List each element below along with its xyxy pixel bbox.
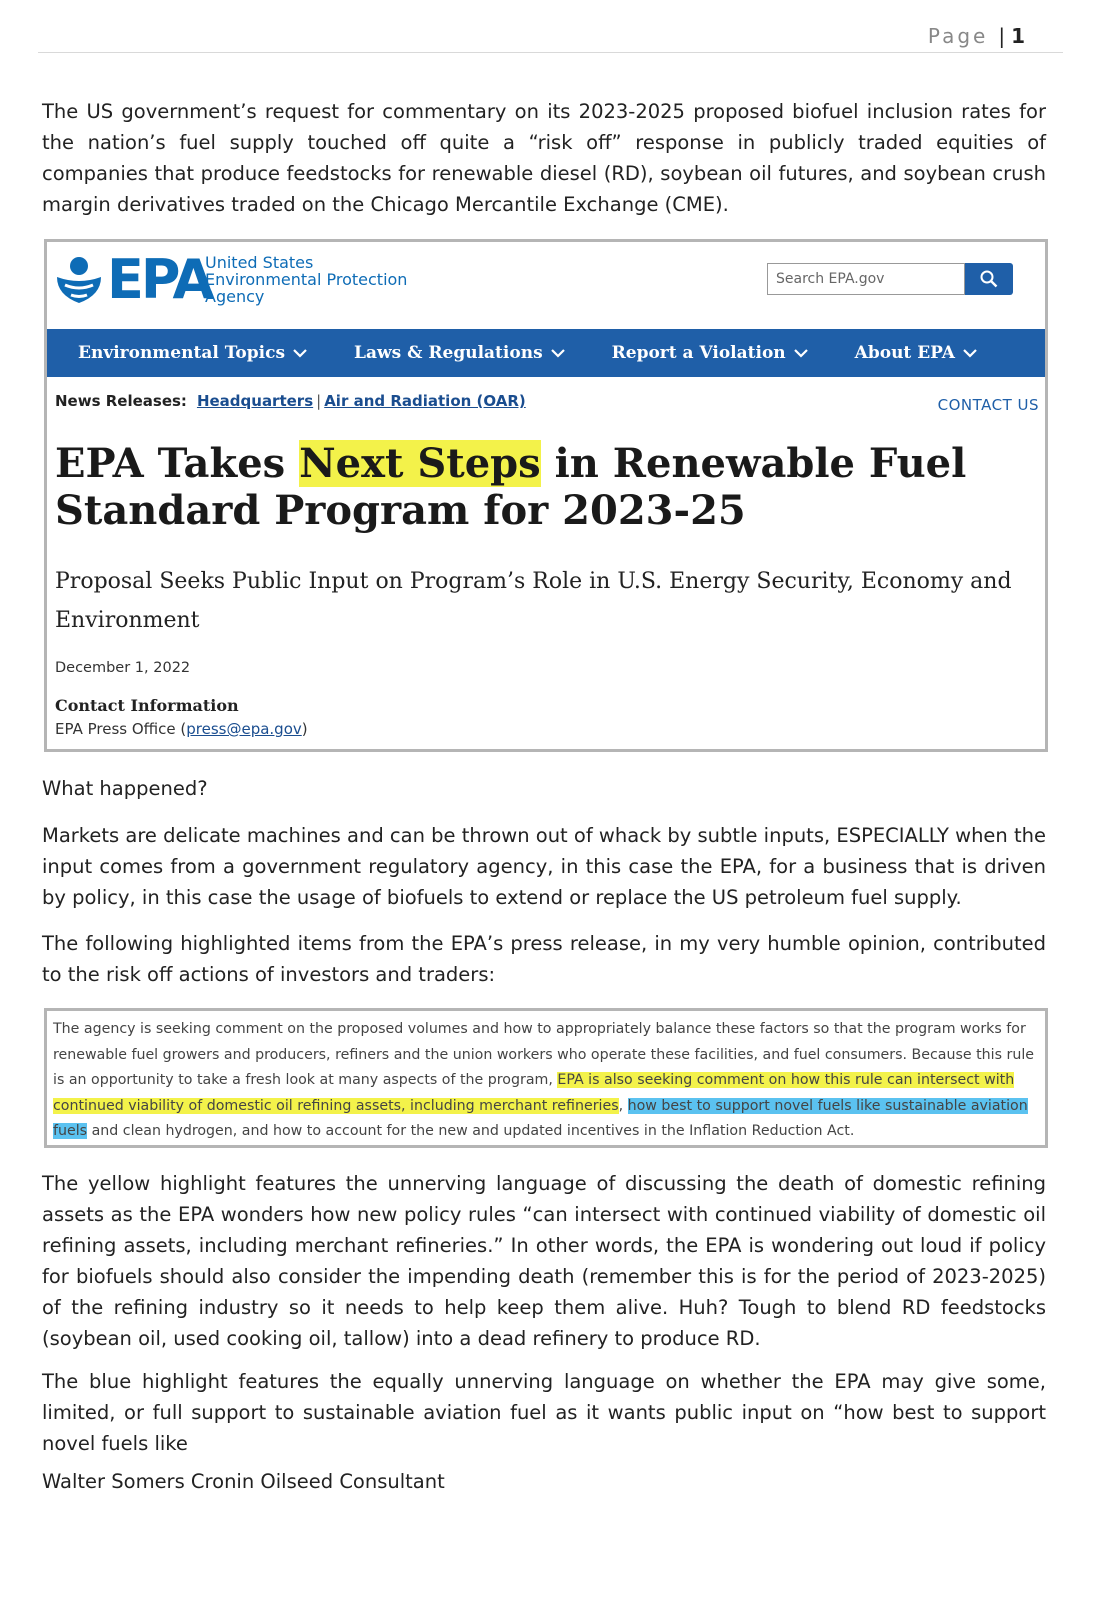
nav-label: Report a Violation [611, 343, 786, 363]
chevron-down-icon [794, 349, 808, 358]
search-input[interactable] [767, 263, 965, 295]
air-radiation-link[interactable]: Air and Radiation (OAR) [324, 392, 526, 410]
quote-blue-highlight: how best to support novel fuels like sustainable aviation fuels [53, 1097, 1028, 1139]
breadcrumb-separator: | [316, 392, 322, 410]
release-date: December 1, 2022 [55, 660, 191, 676]
page-label: Page [927, 24, 989, 48]
news-releases-label: News Releases: [55, 392, 187, 410]
quote-yellow-highlight: EPA is also seeking comment on how this rule can intersect with continued viability of domestic oil refining assets, including merchant refineries [53, 1072, 1015, 1114]
nav-environmental-topics[interactable] [78, 343, 307, 363]
chevron-down-icon [293, 349, 307, 358]
quote-comma: , [618, 1097, 628, 1114]
contact-prefix: EPA Press Office ( [55, 720, 187, 738]
epa-main-nav [47, 329, 1045, 377]
title-part-1: EPA Takes [55, 440, 300, 487]
contact-heading: Contact Information [55, 696, 239, 715]
following-paragraph: The following highlighted items from the EPA’s press release, in my very humble opinion, contributed to the risk off actions of investors and traders: [42, 932, 1046, 986]
epa-flower-icon [55, 255, 103, 305]
page-number: 1 [1011, 24, 1025, 48]
nav-about-epa[interactable] [855, 343, 977, 363]
title-highlight: Next Steps [299, 440, 541, 487]
epa-org-name [205, 254, 407, 305]
press-release-quote [44, 1008, 1048, 1148]
search-button[interactable] [965, 263, 1013, 295]
nav-label: Environmental Topics [78, 343, 286, 363]
footer: Walter Somers Cronin Oilseed Consultant [42, 1470, 445, 1493]
nav-report-violation[interactable] [612, 343, 808, 363]
epa-logo-text: EPA [107, 248, 212, 311]
contact-us-link[interactable]: CONTACT US [937, 396, 1039, 414]
press-email-link[interactable]: press@epa.gov [186, 720, 302, 738]
title-part-2: in Renewable Fuel Standard Program for 2023-25 [55, 440, 967, 534]
yellow-highlight-paragraph: The yellow highlight features the unnerving language of discussing the death of domestic refining assets as the EPA wonders how new policy rules “can intersect with continued viability of domestic oil refining assets, including merchant refineries.” In other words, the EPA is wondering out loud if policy for biofuels should also consider the impending death (remember this is for the period of 2023-2025) of the refining industry so it needs to help keep them alive. Huh? Tough to blend RD feedstocks (soybean oil, used cooking oil, tallow) into a dead refinery to produce RD. [42, 1172, 1046, 1350]
page-title [55, 440, 1015, 534]
breadcrumb [55, 392, 526, 410]
intro-paragraph: The US government’s request for commentary on its 2023-2025 proposed biofuel inclusion rates for the nation’s fuel supply touched off quite a “risk off” response in publicly traded equities of companies that produce feedstocks for renewable diesel (RD), soybean oil futures, and soybean crush margin derivatives traded on the Chicago Mercantile Exchange (CME). [42, 100, 1046, 216]
epa-press-release-screenshot [44, 239, 1048, 752]
markets-paragraph: Markets are delicate machines and can be thrown out of whack by subtle inputs, ESPECIALLY when the input comes from a government regulatory agency, in this case the EPA, for a business that is driven by policy, in this case the usage of biofuels to extend or replace the US petroleum fuel supply. [42, 824, 1046, 909]
what-happened-heading: What happened? [42, 777, 208, 800]
page-separator: | [998, 24, 1006, 48]
blue-highlight-paragraph: The blue highlight features the equally unnerving language on whether the EPA may give some, limited, or full support to sustainable aviation fuel as it wants public input on “how best to support novel fuels like [42, 1370, 1046, 1455]
contact-value [55, 720, 308, 738]
chevron-down-icon [551, 349, 565, 358]
contact-suffix: ) [301, 720, 308, 738]
headquarters-link[interactable]: Headquarters [196, 392, 314, 410]
epa-logo[interactable] [55, 248, 212, 311]
org-line-3: Agency [205, 287, 265, 306]
nav-label: About EPA [854, 343, 955, 363]
quote-plain-1: The agency is seeking comment on the proposed volumes and how to appropriately balance these factors so that the program works for renewable fuel growers and producers, refiners and the union workers who operate these facilities, and fuel consumers. Because this rule is an opportunity to take a fresh look at many aspects of the program, [53, 1021, 1034, 1088]
nav-label: Laws & Regulations [354, 343, 543, 363]
nav-laws-regulations[interactable] [354, 343, 565, 363]
header-divider [38, 52, 1063, 53]
org-line-2: Environmental Protection [205, 270, 408, 289]
chevron-down-icon [963, 349, 977, 358]
search-icon [980, 270, 998, 288]
page-subtitle: Proposal Seeks Public Input on Program’s Role in U.S. Energy Security, Economy and Environment [55, 569, 1012, 633]
org-line-1: United States [205, 253, 314, 272]
quote-text [53, 1017, 1039, 1145]
quote-plain-2: and clean hydrogen, and how to account for the new and updated incentives in the Inflation Reduction Act. [87, 1123, 855, 1139]
epa-search [767, 263, 1015, 297]
page-number-header [928, 24, 1025, 48]
